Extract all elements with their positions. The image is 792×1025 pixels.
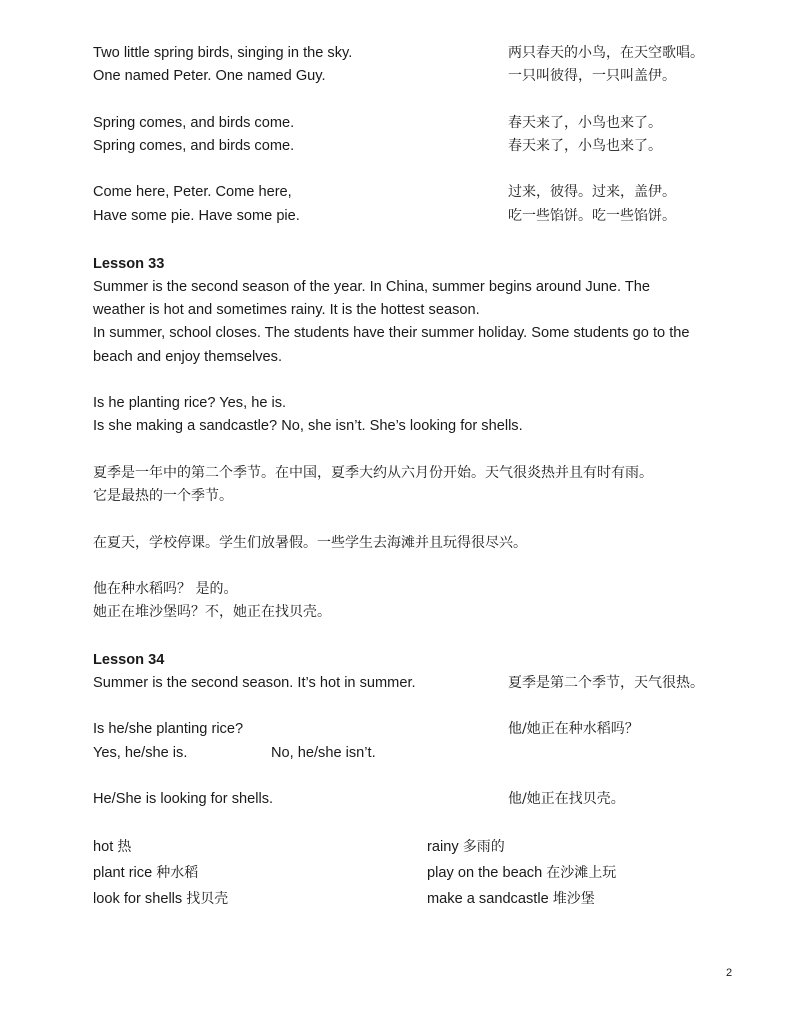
lesson-33-zh-line: 夏季是一年中的第二个季节。在中国，夏季大约从六月份开始。天气很炎热并且有时有雨。 — [93, 465, 653, 481]
lesson-34-question-en: Is he/she planting rice? — [93, 721, 244, 737]
poem-line-zh: 吃一些馅饼。吃一些馅饼。 — [508, 208, 676, 224]
vocab-zh: 热 — [117, 839, 132, 855]
poem-line-en: Come here, Peter. Come here, — [93, 184, 292, 200]
lesson-34-heading: Lesson 34 — [93, 652, 165, 668]
vocab-item — [93, 838, 131, 856]
lesson-34-shells-zh: 他/她正在找贝壳。 — [508, 791, 625, 807]
vocab-zh: 多雨的 — [462, 839, 505, 855]
lesson-34-shells-en: He/She is looking for shells. — [93, 791, 274, 807]
lesson-34-summer-zh: 夏季是第二个季节，天气很热。 — [508, 675, 704, 691]
vocab-en: rainy — [427, 839, 459, 855]
lesson-33-zh-line: 在夏天，学校停课。学生们放暑假。一些学生去海滩并且玩得很尽兴。 — [93, 535, 527, 551]
poem-line-en: Have some pie. Have some pie. — [93, 208, 300, 224]
poem-line-zh: 春天来了，小鸟也来了。 — [508, 138, 662, 154]
lesson-33-paragraph-line: Summer is the second season of the year. In China, summer begins around June. The — [93, 279, 651, 295]
vocab-zh: 堆沙堡 — [552, 891, 595, 907]
vocab-zh: 种水稻 — [156, 865, 199, 881]
vocab-zh: 找贝壳 — [186, 891, 229, 907]
lesson-33-qa-line: Is he planting rice? Yes, he is. — [93, 395, 287, 411]
lesson-33-paragraph-line: In summer, school closes. The students have their summer holiday. Some students go to the — [93, 325, 690, 341]
poem-line-en: One named Peter. One named Guy. — [93, 68, 326, 84]
page-number: 2 — [726, 967, 733, 979]
lesson-33-paragraph-line: weather is hot and sometimes rainy. It is the hottest season. — [93, 302, 480, 318]
poem-line-zh: 春天来了，小鸟也来了。 — [508, 115, 662, 131]
lesson-33-paragraph-line: beach and enjoy themselves. — [93, 349, 283, 365]
vocab-item — [427, 890, 595, 908]
lesson-33-zh-qa-line: 他在种水稻吗？ 是的。 — [93, 581, 238, 597]
lesson-34-answer-yes: Yes, he/she is. — [93, 745, 188, 761]
poem-line-zh: 两只春天的小鸟，在天空歌唱。 — [508, 45, 704, 61]
lesson-33-qa-line: Is she making a sandcastle? No, she isn’t. She’s looking for shells. — [93, 418, 523, 434]
vocab-en: make a sandcastle — [427, 891, 549, 907]
vocab-en: look for shells — [93, 891, 183, 907]
vocab-en: hot — [93, 839, 114, 855]
vocab-zh: 在沙滩上玩 — [546, 865, 617, 881]
poem-line-zh: 过来，彼得。过来，盖伊。 — [508, 184, 676, 200]
poem-line-zh: 一只叫彼得，一只叫盖伊。 — [508, 68, 676, 84]
vocab-item — [93, 864, 198, 882]
vocab-en: play on the beach — [427, 865, 543, 881]
lesson-34-question-zh: 他/她正在种水稻吗？ — [508, 721, 639, 737]
lesson-34-summer-en: Summer is the second season. It’s hot in summer. — [93, 675, 416, 691]
lesson-33-zh-line: 它是最热的一个季节。 — [93, 488, 233, 504]
poem-line-en: Spring comes, and birds come. — [93, 115, 295, 131]
poem-line-en: Two little spring birds, singing in the sky. — [93, 45, 353, 61]
vocab-item — [427, 864, 616, 882]
vocab-en: plant rice — [93, 865, 153, 881]
lesson-33-heading: Lesson 33 — [93, 256, 165, 272]
vocab-item — [427, 838, 505, 856]
lesson-34-answer-no: No, he/she isn’t. — [271, 745, 376, 761]
lesson-33-zh-qa-line: 她正在堆沙堡吗？不，她正在找贝壳。 — [93, 604, 331, 620]
vocab-item — [93, 890, 228, 908]
poem-line-en: Spring comes, and birds come. — [93, 138, 295, 154]
